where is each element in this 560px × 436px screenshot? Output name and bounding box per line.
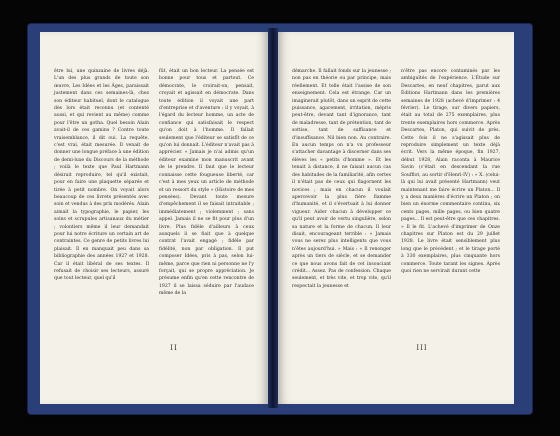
right-page-text-column-2: n'être pas encore contaminés par les ambiguïtés de l'expérience. L'Étude sur Descartes, en neuf chapitres, parut aux Éditions Hartmann dans les premières semaines de 1928 (achevé d'imprimer : 4 février). Le tirage, sur divers papiers, était au total de 275 exemplaires, plus trente exemplaires hors commerce. Après Descartes, Platon, qui suivit de près. Cette fois il ne s'agissait plus de reproduire simplement un texte déjà écrit. Vers la même époque, fin 1927, début 1928, Alain raconta à Maurice Savin (c'était en descendant la rue Soufflot, au sortir d'Henri-IV) : « X. (celui-là qui lui avait présenté Hartmann) veut maintenant me faire écrire un Platon... Il y a deux manières d'écrire un Platon ; on bien un énorme commentaire continu, six cents pages, mille pages, ou bien quatre pages... Il est peut-être que ces chapitres. » Il le fit. L'achevé d'imprimer de Onze chapitres sur Platon est du 29 juillet 1928. Le livre était sensiblement plus long que le précédent ; et le tirage porté à 330 exemplaires, plus cinquante hors commerce. Toute tarant les signes. Après quoi rien ne servirait durant cette [401, 69, 500, 274]
left-page-column-2 [159, 68, 254, 298]
book-spine-gutter [268, 28, 278, 408]
right-page-text-column-1: démarche. Il fallait fonds sur la jeunesse ; non pas en théorie ou par principe, mais réellement. Et telle était l'assise de son enseignement. Cela est étrange. Car un imaginerait plutôt, dans un esprit de cette puissance, agacement, irritation, mépris peut-être, devant tant d'ignorance, tant de maladresse, tant de prétention, tant de sottise, tant de suffisance et d'insuffisance. Nil bien non. Au contraire. En aucun temps on n'a vu professeur s'attacher davantage à discerner dans ses élèves les « petits d'homme ». Et les tenait à distance, il ne faisait aucun cas des habitudes de la familiarité, afin certes il n'était pas de ceux qui flagornent les novices ; mais en chacun il voulait apercevoir la plus fière flamme d'humanité, et il s'évertuait à lui donner vigueur. Aider chacun à développer ce qu'il peut avoir de vertu singulière, selon sa nature et la forme de chacun. Il leur disait, encourageant terrible : « Jamais vous ne serez plus intelligents que vous n'êtes aujourd'hui. » Mais : « Il renonger après un tiers de siècle, et se demander ce que nous avons fait de cet insouciant crédit... Assez. Pas de confession. Chaque seulement, et très vite, et trop vite, qu'il respectait la jeunesse et [292, 69, 391, 289]
right-page-column-2 [401, 68, 500, 290]
left-page-number: II [170, 344, 178, 352]
right-page [278, 32, 514, 404]
right-page-column-1 [292, 68, 391, 290]
left-page-columns [54, 68, 254, 298]
left-page [40, 32, 268, 404]
right-page-number: III [416, 344, 428, 352]
right-page-columns [292, 68, 500, 290]
left-page-text-column-2: fût, était un bon lecteur. La pensée est bonne pour tous et partout. Ce démocrate, le croirait-on, pensait, croyait et agissait en démocrate. Dans toute édition il voyait une part d'entreprise et d'aventure : il y voyait, à l'égard du lecteur homme, un acte de confiance qui satisfaisait le respect qu'on doit à l'homme. Il fallait seulement que l'éditeur se satisfît de ce qu'on lui donnait. L'éditeur n'avait pas à apprécier. « Jamais je n'ai admis qu'un éditeur examine mon manuscrit avant de le prendre. Il faut que le lecteur connaisse cette fougueuse liberté, car c'est à mes yeux un article de méthode et un ressort du style » (Histoire de mes pensées). Devant toute mesure d'empêchement il se faisait intraitable ; immédiatement ; violemment ; sans appel. Jamais il ne se fit pour plus d'un livre. Plus fidèle d'ailleurs à ceux auxquels il se fiait que à quelque contrat l'avait engagé ; fidèle par fidélité, non par obligation. Il put composer Idées, pris à pas, selon lui-même, parce que rien ni personne ne l'y forçait, qui se propre appréciation. Je présume enfin qu'en cette rencontre de 1927 il se laissa séduire par l'audace même de la [159, 69, 254, 297]
left-page-column-1 [54, 68, 149, 298]
left-page-text-column-1: être lui, une quinzaine de livres déjà. L'un des plus grands de toute son œuvre, Les Idées et les Âges, paraissait justement dans ces semaines-là, chez son éditeur habituel, dont le catalogue dès lors était reconnu (et contenté aussi, et qui revient au même) comme pour l'être un gotha. Quel besoin Alain avait-il de ces gamins ? Contre toute vraisemblance, il dit oui. La requête, c'est vrai, était mesurée. Il venait de donner une longue préface à une édition de demi-luxe du Discours de la méthode ; voilà le texte que Paul Hartmann désirait reproduire, tel qu'il existait, pour en faire une plaquette séparée et tirée à petit nombre. On voyait alors beaucoup de ces livrets présentés avec soin et vendus à des prix modérés. Alain aimait la typographie, le papier, les soins et scrupules artisanaux du métier ; volontiers même il leur demandait pour lui notre écriture un certain art de contraintes. Ce genre de petits livres lui plaisait. Il en manquait peu dans sa bibliographie des années 1927 et 1928. Car il était libéral de ses textes. Il refusait de choisir ses lecteurs, assuré que tout lecteur, quel qu'il [54, 69, 149, 282]
